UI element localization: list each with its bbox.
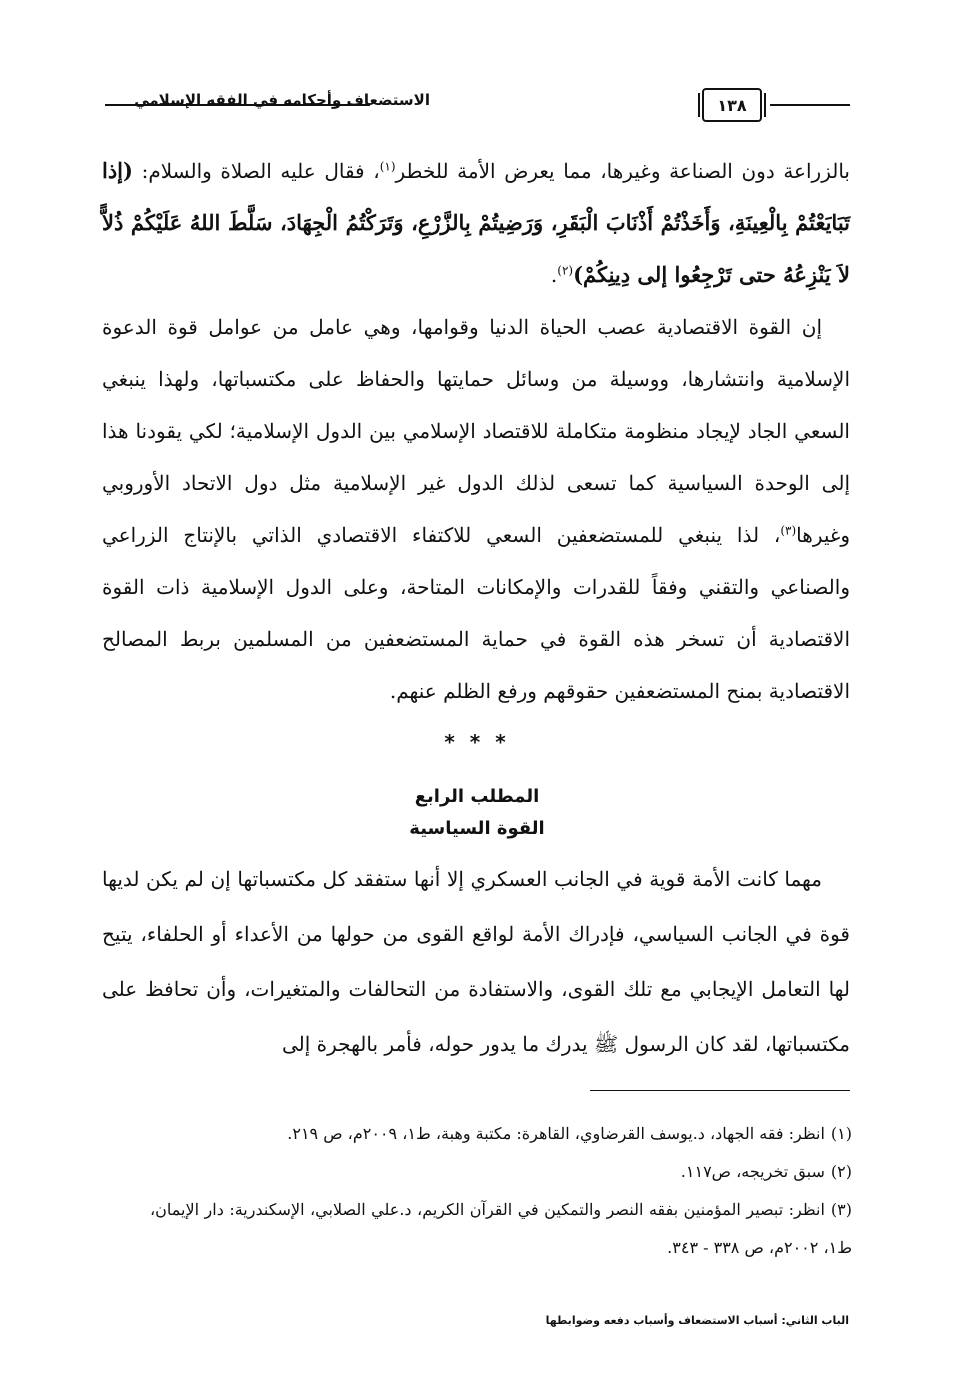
footnote-divider [590, 1090, 850, 1091]
paragraph-2-start: إن القوة الاقتصادية عصب الحياة الدنيا وقوامها، وهي عامل من عوامل قوة الدعوة الإسلامية وانتشارها، ووسيلة من وسائل حمايتها والحفاظ على مكتسباتها، ولهذا ينبغي السعي الجاد لإيجاد منظومة متكاملة للاقتصاد الإسلامي بين الدول الإسلامية؛ لكي يقودنا هذا إلى الوحدة السياسية كما تسعى لذلك الدول غير الإسلامية مثل دول الاتحاد الأوروبي وغيرها [102, 315, 850, 547]
page-number: ١٣٨ [702, 88, 762, 122]
paragraph-1 [102, 145, 850, 301]
running-header [105, 86, 850, 126]
section-separator: * * * [444, 730, 510, 754]
paragraph-3 [102, 852, 850, 1072]
paragraph-3-end: يدرك ما يدور حوله، فأمر بالهجرة إلى [281, 1032, 588, 1056]
paragraph-2 [102, 301, 850, 717]
footnotes [150, 1115, 852, 1267]
paragraph-1-start: بالزراعة دون الصناعة وغيرها، مما يعرض الأمة للخطر [395, 159, 850, 183]
footnote-3-number: (٣) [830, 1200, 852, 1219]
hadith-quote: (إذا تَبَايَعْتُمْ بِالْعِينَةِ، وَأَخَذْتُمْ أَذْنَابَ الْبَقَرِ، وَرَضِيتُمْ بِالزَّرْعِ، وَتَرَكْتُمُ الْجِهَادَ، سَلَّطَ اللهُ عَلَيْكُمْ ذُلاًّ لاَ يَنْزِعُهُ حتى تَرْجِعُوا إلى دِينِكُمْ) [102, 158, 850, 287]
footnote-2-text: سبق تخريجه، ص١١٧. [680, 1162, 825, 1181]
section-subtitle: القوة السياسية [409, 818, 545, 839]
section-text [102, 852, 850, 1072]
footnote-1 [150, 1115, 852, 1153]
footnote-2 [150, 1153, 852, 1191]
paragraph-1-continuation: ، فقال عليه الصلاة والسلام: [141, 159, 380, 183]
footnote-2-number: (٢) [830, 1162, 852, 1181]
footnote-1-text: انظر: فقه الجهاد، د.يوسف القرضاوي، القاهرة: مكتبة وهبة، ط١، ٢٠٠٩م، ص ٢١٩. [287, 1124, 825, 1143]
main-text [102, 145, 850, 717]
footnote-ref-3: (٣) [780, 523, 797, 538]
header-rule-right [770, 104, 850, 106]
footnote-ref-1: (١) [379, 159, 396, 174]
section-title: المطلب الرابع [414, 786, 540, 807]
footnote-3 [150, 1191, 852, 1267]
paragraph-1-end: . [550, 263, 558, 287]
footnote-ref-2: (٢) [557, 263, 574, 278]
paragraph-2-end: ، لذا ينبغي للمستضعفين السعي للاكتفاء الاقتصادي الذاتي بالإنتاج الزراعي والصناعي والتقني وفقاً للقدرات والإمكانات المتاحة، وعلى الدول الإسلامية ذات القوة الاقتصادية أن تسخر هذه القوة في حماية المستضعفين من المسلمين بربط المصالح الاقتصادية بمنح المستضعفين حقوقهم ورفع الظلم عنهم. [102, 523, 850, 703]
footnote-1-number: (١) [830, 1124, 852, 1143]
prophet-salutation-symbol: ﷺ [593, 1032, 619, 1056]
chapter-footer: الباب الثاني: أسباب الاستضعاف وأسباب دفعه وضوابطها [545, 1314, 849, 1327]
book-title: الاستضعاف وأحكامه في الفقه الإسلامي [134, 91, 430, 109]
paragraph-3-start: مهما كانت الأمة قوية في الجانب العسكري إلا أنها ستفقد كل مكتسباتها إن لم يكن لديها قوة في الجانب السياسي، فإدراك الأمة لواقع القوى من حولها من الأعداء أو الحلفاء، يتيح لها التعامل الإيجابي مع تلك القوى، والاستفادة من التحالفات والمتغيرات، وأن تحافظ على مكتسباتها، لقد كان الرسول [102, 867, 850, 1056]
footnote-3-text: انظر: تبصير المؤمنين بفقه النصر والتمكين في القرآن الكريم، د.علي الصلابي، الإسكندرية: دار الإيمان، ط١، ٢٠٠٢م، ص ٣٣٨ - ٣٤٣. [150, 1200, 852, 1257]
